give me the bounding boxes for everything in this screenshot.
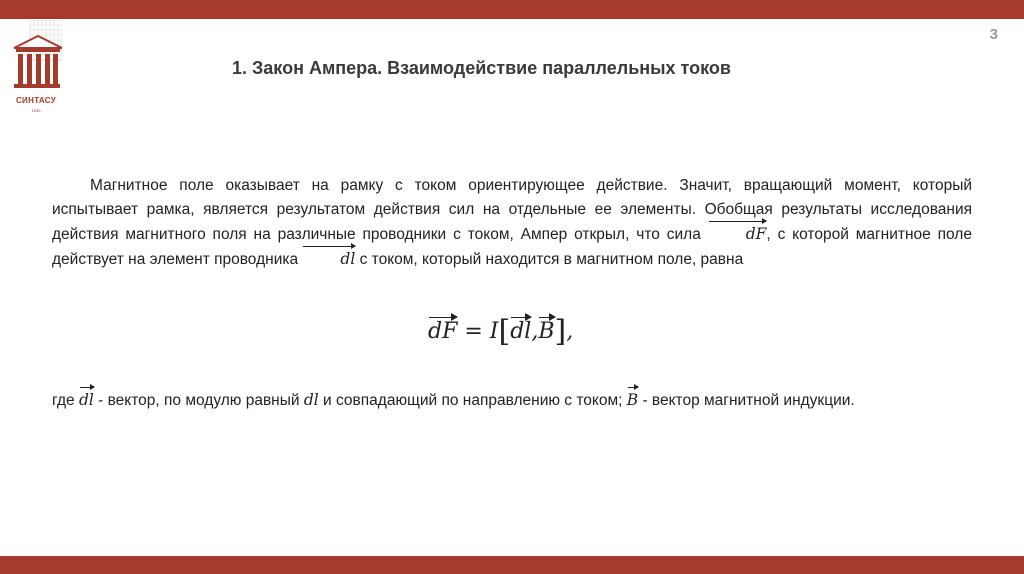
top-accent-bar: [0, 0, 1024, 19]
formula-b: B: [538, 319, 555, 344]
force-element-symbol: dF: [708, 222, 767, 246]
conductor-element-symbol: dl: [302, 247, 355, 271]
logo-text: СИНТАСУ: [15, 96, 56, 105]
formula-open-bracket: [: [498, 314, 511, 349]
bottom-accent-bar: [0, 556, 1024, 574]
paragraph-text-1: Магнитное поле оказывает на рамку с током ориентирующее действие. Значит, вращающий момент, который испытывает рамка, является результатом действия сил на отдельные ее элементы. Обобщая результаты исследования действия магнитного поля на различные проводники с током, Ампер открыл, что сила: [52, 177, 972, 243]
note-dl-scalar-symbol: dl: [303, 391, 319, 409]
paragraph-text-2: , с которой магнитное поле действует на элемент проводника: [52, 226, 972, 268]
slide-title: 1. Закон Ампера. Взаимодействие параллельных токов: [232, 58, 731, 78]
formula-close-bracket: ]: [554, 314, 567, 349]
university-logo: [10, 20, 72, 118]
note-text-1: где: [52, 392, 79, 409]
note-text-2: - вектор, по модулю равный: [93, 392, 304, 409]
building-logo-icon: [10, 20, 62, 96]
formula-lhs: dF: [428, 319, 458, 344]
formula-dl: dl: [510, 319, 532, 344]
ampere-law-formula: [428, 314, 573, 349]
formula-equals: = I: [457, 319, 499, 344]
page-number: 3: [989, 26, 998, 43]
formula-comma: ,: [531, 319, 539, 344]
note-b-vector-symbol: B: [627, 388, 638, 412]
note-text-4: - вектор магнитной индукции.: [638, 392, 855, 409]
paragraph-text-3: с током, который находится в магнитном поле, равна: [355, 251, 744, 268]
main-paragraph: [52, 174, 972, 272]
note-dl-vector-symbol: dl: [79, 388, 94, 412]
definition-paragraph: [52, 388, 972, 413]
note-text-3: и совпадающий по направлению с током;: [318, 392, 627, 409]
logo-subtext: 1930: [31, 108, 41, 113]
formula-tail: ,: [566, 319, 574, 344]
